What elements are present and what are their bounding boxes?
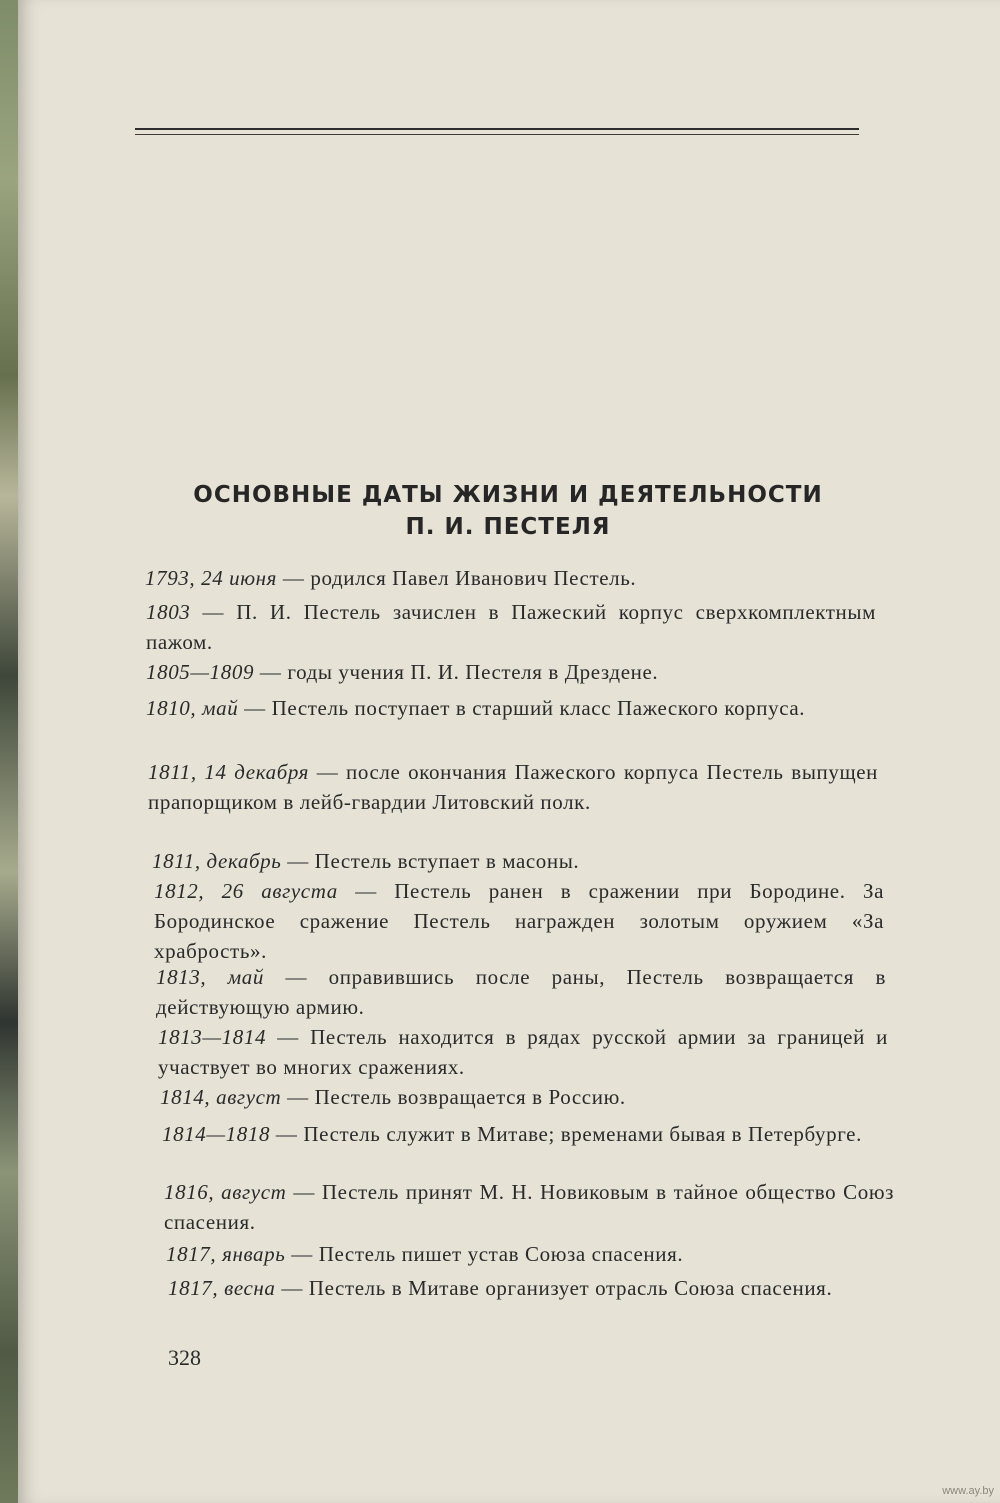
entry-text: — годы учения П. И. Пестеля в Дрездене.	[254, 660, 659, 684]
entry-text: — Пестель находится в рядах русской армии за границей и участвует во многих сражениях.	[158, 1025, 888, 1079]
chronology-entry	[152, 846, 882, 876]
chronology-entry	[145, 563, 875, 593]
page-number: 328	[168, 1345, 201, 1370]
entry-text: — Пестель ранен в сражении при Бородине. За Бородинское сражение Пестель награжден золотым оружием «За храбрость».	[154, 879, 884, 963]
entry-text: — Пестель вступает в масоны.	[281, 849, 580, 873]
entry-text: — П. И. Пестель зачислен в Пажеский корпус сверхкомплектным пажом.	[146, 600, 876, 654]
entry-text: — Пестель принят М. Н. Новиковым в тайное общество Союз спасения.	[164, 1180, 894, 1234]
entry-date: 1817, весна	[168, 1276, 276, 1300]
chronology-entry	[146, 693, 876, 723]
chronology-entry	[146, 597, 876, 657]
chronology-entry	[146, 657, 876, 687]
entry-date: 1811, декабрь	[152, 849, 282, 873]
entry-date: 1810, май	[146, 696, 239, 720]
entry-text: — Пестель в Митаве организует отрасль Союза спасения.	[275, 1276, 833, 1300]
entry-text: — Пестель пишет устав Союза спасения.	[285, 1242, 684, 1266]
chapter-title-line-2: П. И. ПЕСТЕЛЯ	[405, 514, 611, 540]
entry-date: 1805—1809	[146, 660, 255, 684]
entry-text: — после окончания Пажеского корпуса Пестель выпущен прапорщиком в лейб-гвардии Литовский полк.	[148, 760, 878, 814]
entry-date: 1812, 26 августа	[154, 879, 338, 903]
chronology-entry	[168, 1273, 898, 1303]
chronology-entry	[160, 1082, 890, 1112]
chronology-entry	[158, 1022, 888, 1082]
chronology-entry	[156, 962, 886, 1022]
chapter-title-line-1: ОСНОВНЫЕ ДАТЫ ЖИЗНИ И ДЕЯТЕЛЬНОСТИ	[193, 482, 823, 508]
entry-date: 1811, 14 декабря	[148, 760, 310, 784]
entry-date: 1814—1818	[162, 1122, 271, 1146]
chronology-entry	[162, 1119, 892, 1149]
entry-date: 1814, август	[160, 1085, 282, 1109]
entry-date: 1803	[146, 600, 191, 624]
entry-date: 1793, 24 июня	[145, 566, 278, 590]
entry-date: 1813, май	[156, 965, 264, 989]
watermark: www.ay.by	[942, 1485, 994, 1497]
top-rule	[135, 128, 859, 135]
entry-date: 1816, август	[164, 1180, 287, 1204]
entry-date: 1817, январь	[166, 1242, 286, 1266]
entry-text: — родился Павел Иванович Пестель.	[277, 566, 637, 590]
entry-date: 1813—1814	[158, 1025, 267, 1049]
chronology-entry	[154, 876, 884, 966]
book-page	[18, 0, 1000, 1503]
entry-text: — оправившись после раны, Пестель возвращается в действующую армию.	[156, 965, 887, 1019]
entry-text: — Пестель возвращается в Россию.	[281, 1085, 626, 1109]
chronology-entry	[166, 1239, 896, 1269]
entry-text: — Пестель поступает в старший класс Пажеского корпуса.	[238, 696, 806, 720]
chronology-entry	[148, 757, 878, 817]
chronology-entry	[164, 1177, 894, 1237]
entry-text: — Пестель служит в Митаве; временами бывая в Петербурге.	[270, 1122, 862, 1146]
